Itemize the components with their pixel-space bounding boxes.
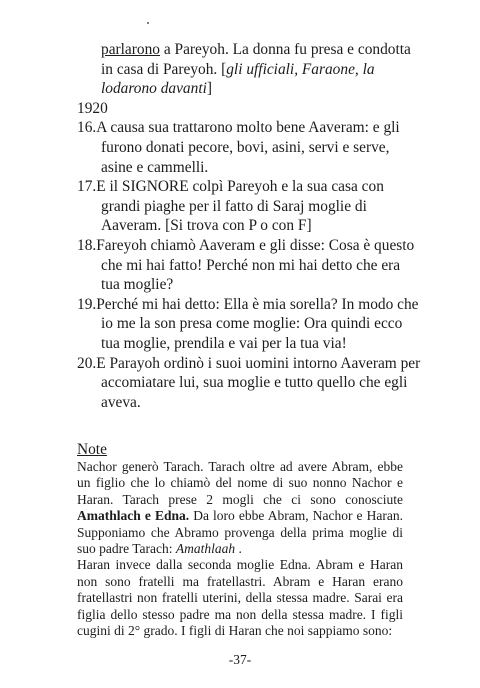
verse-16: 16.A causa sua trattarono molto bene Aaveram: e gli furono donati pecore, bovi, asini, servi e serve, asine e cammelli. — [77, 119, 400, 176]
page-number: -37- — [228, 652, 252, 667]
verse-20: 20.E Parayoh ordinò i suoi uomini intorno Aaveram per accomiatare lui, sua moglie e tutto quello che egli aveva. — [77, 354, 421, 411]
scan-speck — [147, 22, 149, 24]
notes-paragraph-1: Nachor generò Tarach. Tarach oltre ad avere Abram, ebbe un figlio che lo chiamò del nome di suo nonno Nachor e Haran. Tarach prese 2 mogli che ci sono conosciute Amathlach e Edna. Da loro ebbe Abram, Nachor e Haran. Supponiamo che Abramo provenga della prima moglie di suo padre Tarach: Amathlaah . — [77, 459, 404, 557]
notes-title: Note — [77, 441, 107, 458]
verse-18: 18.Fareyoh chiamò Aaveram e gli disse: Cosa è questo che mi hai fatto! Perché non mi hai detto che era tua moglie? — [77, 236, 415, 294]
notes-paragraph-2: Haran invece dalla seconda moglie Edna. Abram e Haran non sono fratelli ma fratellastri. Abram e Haran erano fratellastri non fratelli uterini, della stessa madre. Sarai era figlia dello stesso padre ma non della stessa madre. I figli cugini di 2° grado. I figli di Haran che noi sappiamo sono: — [77, 557, 403, 639]
year-heading: 1920 — [77, 99, 108, 117]
notes-section — [77, 440, 403, 639]
verse-15-continuation: parlarono a Pareyoh. La donna fu presa e condotta in casa di Pareyoh. [gli ufficiali, Faraone, la lodarono davanti] — [101, 41, 411, 98]
underlined-word: parlarono — [101, 41, 160, 58]
verse-17: 17.E il SIGNORE colpì Pareyoh e la sua casa con grandi piaghe per il fatto di Saraj moglie di Aaveram. [Si trova con P o con F] — [77, 178, 384, 235]
italic-note: gli ufficiali, Faraone, la lodarono davanti — [101, 60, 375, 98]
verse-block — [77, 40, 422, 412]
italic-name: Amathlaah — [175, 541, 236, 557]
bold-names: Amathlach e Edna. — [77, 508, 190, 524]
verse-19: 19.Perché mi hai detto: Ella è mia sorella? In modo che io me la son presa come moglie: Ora quindi ecco tua moglie, prendila e vai per la tua via! — [77, 295, 419, 352]
